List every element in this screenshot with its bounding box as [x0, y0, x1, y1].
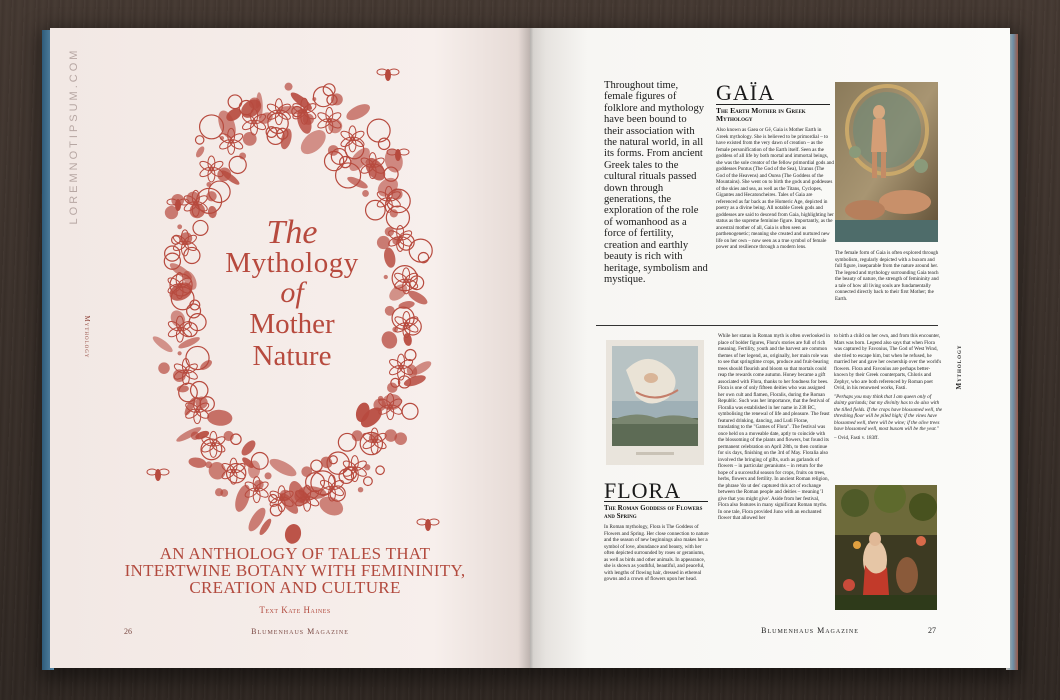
gaia-caption: The female form of Gaia is often explored through symbolism, regularly depicted with a buxom and full figure, inseparable from the nature around her. The legend and mythology surrounding Gaia teach the beauty of nature, the strength of femininity and a tale of how all living souls are fundamentally connected directly back to their first Mother; the Earth. [835, 250, 939, 302]
wreath-bud [331, 93, 343, 105]
wreath-flower [364, 477, 373, 486]
wreath-leaf [380, 330, 399, 351]
subtitle-line-1: AN ANTHOLOGY OF TALES THAT [159, 544, 431, 563]
side-label-left [80, 300, 94, 380]
wreath-bud [239, 152, 246, 159]
title-of: of [280, 276, 304, 309]
gaia-subheading: The Earth Mother in Greek Mythology [716, 106, 806, 123]
wreath-bud [301, 466, 312, 477]
wreath-bud [358, 487, 363, 492]
site-url-text: LOREMNOTIPSUM.COM [68, 47, 80, 225]
title-mother: Mother [249, 308, 335, 340]
gaia-body-text: Also known as Gaea or Gē, Gaia is Mother Earth in Greek mythology. She is believed to be primordial – to have existed from the very dawn of creation – as the female personification of the Earth itself. Seen as the goddess of all life by both mortal and immortal beings, she was the sole creator of the fellow primordial gods and goddesses Pontus (The God of the Sea), Uranus (The God of the Heavens) and Ourea (The Goddess of the Mountains). She went on to birth the gods and goddesses of the skies and sea, as well as the Titans, Cyclopes, Gigantes and Hecatoncheires. Tales of Gaia are referenced as far back as the Homeric Age, depicted in poetry as a divine being. All notable Greek gods and goddesses are said to descend from Gaia, highlighting her status as the supreme feminine figure. Importantly, as the ancestral mother of all, Gaia is often seen as parthenogenetic; meaning she created and nurtured new life on her own – now seen as a true symbol of female power and resilience through a modern lens. [716, 127, 834, 250]
wreath-flower [323, 84, 335, 96]
wreath-leaf [382, 247, 397, 269]
book-gutter [518, 28, 546, 668]
wreath-flower [376, 466, 384, 474]
bee-icon [417, 519, 439, 531]
wreath-bud [177, 224, 182, 229]
wreath-flower [378, 138, 389, 149]
flora-painting-image [606, 340, 704, 465]
magazine-name-left: Blumenhaus Magazine [251, 627, 349, 636]
wreath-leaf [267, 455, 299, 479]
wreath-bud [364, 464, 370, 470]
wreath-leaf [283, 522, 303, 545]
intro-paragraph: Throughout time, female figures of folklore and mythology have been bound to their association with the natural world, in all its forms. From ancient Greek tales to the cultural rituals passed down through generations, the exploration of the role of womanhood as a force of fertility, creation and earthly beauty is rich with heritage, symbolism and mystique. [604, 80, 708, 285]
wreath-leaf [398, 300, 415, 310]
title-the: The [266, 214, 318, 251]
wreath-bud [384, 275, 388, 279]
gaia-mosaic-image [835, 82, 938, 242]
subtitle-line-3: CREATION AND CULTURE [189, 578, 401, 597]
wreath-leaf [344, 101, 372, 124]
flora-column-3-text: to birth a child on her own, and from this encounter, Mars was born. Legend also says that when Flora was captured by Favonius, The God of West Wind, she tried to escape him, but when he refused, he married her and gave her ownership over the world's flowers. Flora and Favonius are perhaps better-known by their Greek counterparts, Chloris and Zephyr, who are both referenced by Roman poet Ovid, in his renowned works, Fasti. [834, 333, 942, 391]
wreath-leaf [194, 145, 206, 159]
bee-icon [147, 469, 169, 481]
gaia-heading: GAÏA [716, 80, 775, 105]
quote-source: – Ovid, Fasti v. 183ff. [834, 434, 879, 441]
wreath-flower [195, 136, 203, 144]
wreath-flower [187, 304, 201, 318]
flora-subheading: The Roman Goddess of Flowers and Spring [604, 504, 703, 520]
wreath-bud [285, 83, 293, 91]
wreath-bud [158, 362, 170, 374]
wreath-flower [402, 403, 418, 419]
bee-icon [377, 69, 399, 81]
wreath-leaf [296, 125, 330, 158]
flora-body-text: In Roman mythology, Flora is The Goddess of Flowers and Spring. Her close connection to nature and the season of new beginnings also makes her a symbol of love, abundance and beauty, with her often depicted surrounded by roses or geraniums, as well as birds and other animals. In appearance, she is shown as youthful, beautiful, and peaceful, with lengths of flowing hair, dressed in ethereal gowns and a crown of flowers upon her head. [604, 524, 709, 582]
flora-heading: FLORA [604, 478, 682, 503]
wreath-leaf [232, 483, 253, 514]
side-label-left-text: Mythology [83, 315, 91, 359]
wreath-flower [311, 460, 322, 471]
wreath-bud [265, 472, 272, 479]
flora-column-2: While her status in Roman myth is often overlooked in place of bolder figures, Flora's stories are full of rich meaning. Fertility, youth and the harvest are common themes of her legend, as, originally, her main role was to see that springtime crops, produce and fruit-bearing trees should flourish and bloom so that mortals could reap the rewards come autumn. Honey became a gift associated with Flora, thanks to her fondness for bees. Flora is one of only fifteen deities who was assigned her own cult and flamen, Floralis, during the Roman Republic. Such was her importance, that the festival of Floralia was established in her name in 238 BC, symbolising the renewal of life and pleasure. The feast featured drinking, dancing, and Ludi Florae, translating to the "Games of Flora". The festival was once held on a moveable date, aptly to coincide with the blossoming of the plants and flowers, but found its permanent celebration on April 28th, to then continue for six days, finishing on the 3rd of May. Floralia also involved the bringing of gifts, such as garlands of flowers – in particular geraniums – in return for the hope of a successful season for crops, fruits on trees, herbs, flowers and fertility. In ancient Roman religion, the phrase 'do ut des' captured this act of exchange between the Roman people and deities – meaning 'I give that you might give'. Aside from her festival, Flora also features in many significant Roman myths. In one tale, Flora provided Juno with an enchanted flower that allowed her [718, 333, 830, 521]
article-title [202, 214, 382, 372]
flora-garden-painting-image [835, 485, 937, 610]
wreath-leaf [239, 438, 258, 458]
title-nature: Nature [252, 340, 332, 372]
wreath-flower [338, 433, 356, 451]
side-label-right-text: Mythology [955, 344, 963, 390]
site-url-vertical [64, 40, 84, 240]
flora-column-3 [834, 333, 944, 443]
title-mythology: Mythology [225, 247, 359, 279]
flora-rule [604, 501, 708, 502]
wreath-bud [362, 190, 369, 197]
wreath-flower [269, 494, 277, 502]
wreath-leaf [206, 409, 232, 427]
gaia-rule [716, 104, 830, 105]
wreath-flower [386, 206, 409, 229]
ovid-quote: "Perhaps you may think that I am queen only of dainty garlands; but my divinity has to do also with the tilled fields. If the crops have blossomed well, the threshing floor will be piled high; if the vines have blossomed well, there will be wine; if the olive trees have blossomed well, most buxom will be the year." [834, 393, 943, 432]
page-number-right: 27 [928, 626, 936, 635]
byline: Text Kate Haines [259, 605, 331, 615]
side-label-right [952, 330, 966, 410]
wreath-flower [405, 349, 416, 360]
magazine-name-right: Blumenhaus Magazine [761, 626, 859, 635]
wreath-bud [387, 382, 397, 392]
wreath-bud [178, 351, 182, 355]
wreath-rosette [339, 126, 365, 152]
wreath-bud [215, 488, 223, 496]
article-subtitle [100, 545, 490, 596]
wreath-flower [366, 200, 386, 220]
wreath-bud [243, 132, 257, 146]
subtitle-line-2: INTERTWINE BOTANY WITH FEMININITY, [124, 561, 466, 580]
page-number-left: 26 [124, 627, 132, 636]
wreath-leaf [188, 456, 208, 469]
wreath-bud [205, 461, 212, 468]
section-divider [596, 325, 938, 326]
